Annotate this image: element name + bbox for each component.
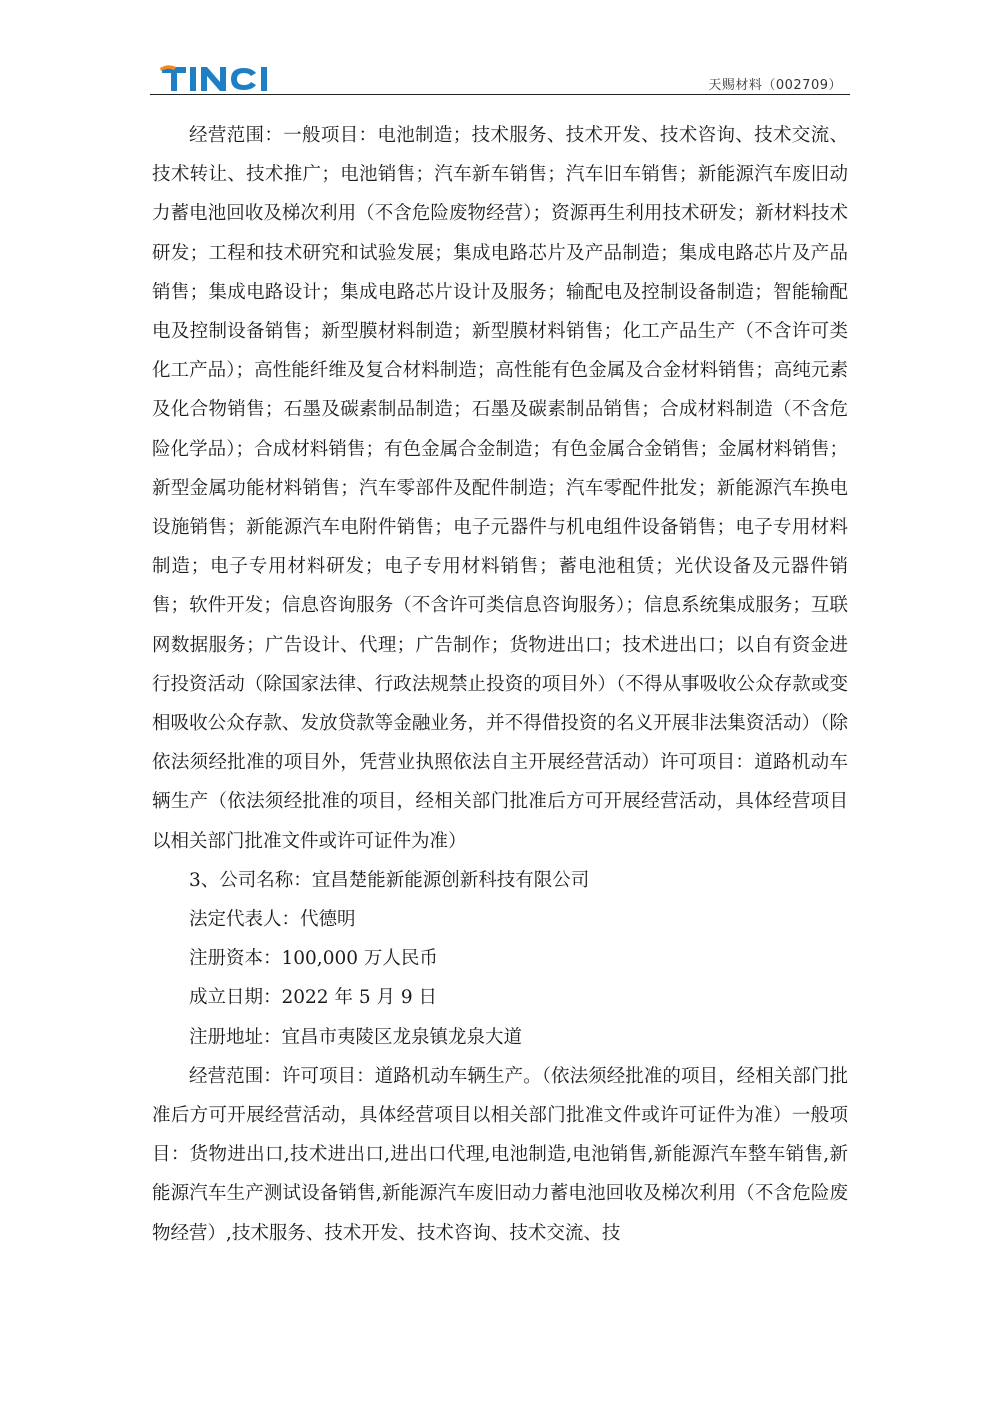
registered-capital-line: 注册资本：100,000 万人民币 <box>189 948 438 970</box>
company-name-line: 3、公司名称：宜昌楚能新能源创新科技有限公司 <box>189 869 590 891</box>
company-stock-code: 天赐材料（002709） <box>708 78 842 93</box>
business-scope-paragraph: 经营范围：一般项目：电池制造；技术服务、技术开发、技术咨询、技术交流、技术转让、技术推广；电池销售；汽车新车销售；汽车旧车销售；新能源汽车废旧动力蓄电池回收及梯次利用（不含危险废物经营）；资源再生利用技术研发；新材料技术研发；工程和技术研究和试验发展；集成电路芯片及产品制造；集成电路芯片及产品销售；集成电路设计；集成电路芯片设计及服务；输配电及控制设备制造；智能输配电及控制设备销售；新型膜材料制造；新型膜材料销售；化工产品生产（不含许可类化工产品）；高性能纤维及复合材料制造；高性能有色金属及合金材料销售；高纯元素及化合物销售；石墨及碳素制品制造；石墨及碳素制品销售；合成材料制造（不含危险化学品）；合成材料销售；有色金属合金制造；有色金属合金销售；金属材料销售；新型金属功能材料销售；汽车零部件及配件制造；汽车零配件批发；新能源汽车换电设施销售；新能源汽车电附件销售；电子元器件与机电组件设备销售；电子专用材料制造；电子专用材料研发；电子专用材料销售；蓄电池租赁；光伏设备及元器件销售；软件开发；信息咨询服务（不含许可类信息咨询服务）；信息系统集成服务；互联网数据服务；广告设计、代理；广告制作；货物进出口；技术进出口；以自有资金进行投资活动（除国家法律、行政法规禁止投资的项目外）（不得从事吸收公众存款或变相吸收公众存款、发放贷款等金融业务，并不得借投资的名义开展非法集资活动）（除依法须经批准的项目外，凭营业执照依法自主开展经营活动）许可项目：道路机动车辆生产（依法须经批准的项目，经相关部门批准后方可开展经营活动，具体经营项目以相关部门批准文件或许可证件为准） <box>152 125 848 852</box>
tinci-logo <box>160 64 284 94</box>
page-header <box>150 56 850 96</box>
business-scope-paragraph-2: 经营范围：许可项目：道路机动车辆生产。（依法须经批准的项目，经相关部门批准后方可开展经营活动，具体经营项目以相关部门批准文件或许可证件为准）一般项目：货物进出口,技术进出口,进出口代理,电池制造,电池销售,新能源汽车整车销售,新能源汽车生产测试设备销售,新能源汽车废旧动力蓄电池回收及梯次利用（不含危险废物经营）,技术服务、技术开发、技术咨询、技术交流、技 <box>152 1065 848 1244</box>
header-divider <box>150 94 850 95</box>
document-body <box>152 116 848 1253</box>
legal-representative-line: 法定代表人：代德明 <box>189 909 356 931</box>
establishment-date-line: 成立日期：2022 年 5 月 9 日 <box>189 987 438 1009</box>
registered-address-line: 注册地址：宜昌市夷陵区龙泉镇龙泉大道 <box>189 1026 523 1048</box>
